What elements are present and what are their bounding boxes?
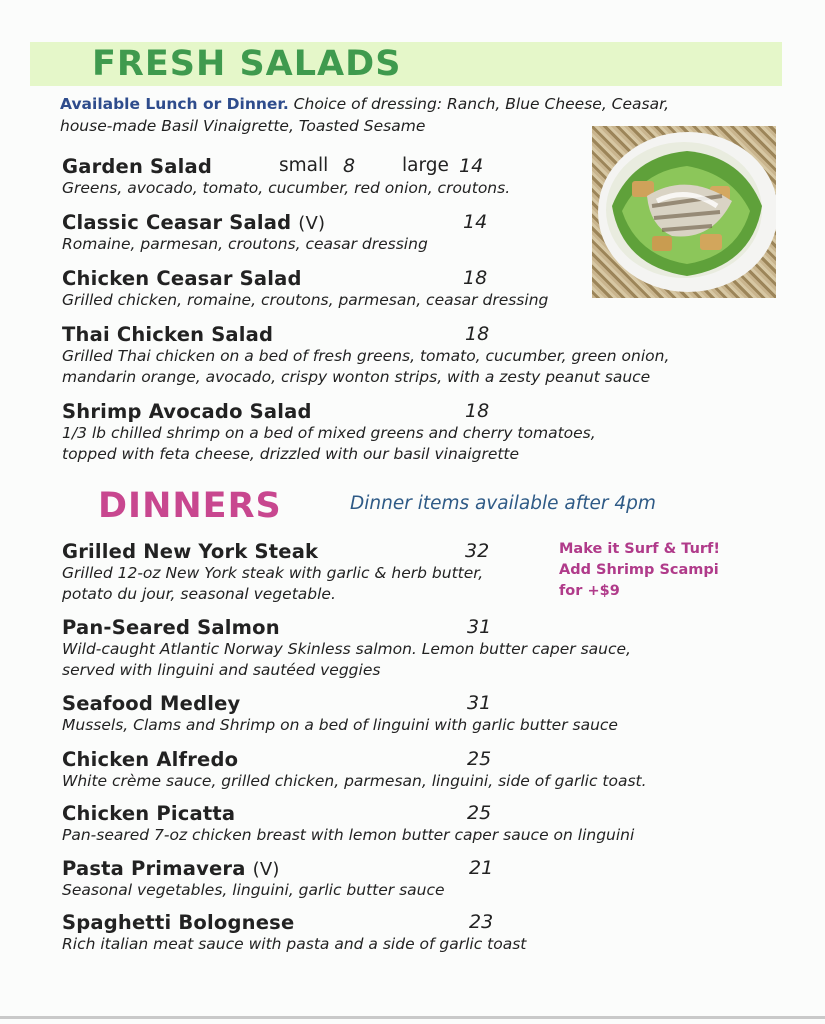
surf-turf-line-3: for +$9 xyxy=(559,583,620,599)
size-small-label: small xyxy=(279,155,329,176)
item-description: Grilled chicken, romaine, croutons, parmesan, ceasar dressing xyxy=(62,291,549,309)
item-name xyxy=(62,211,325,234)
item-description-line-1: 1/3 lb chilled shrimp on a bed of mixed greens and cherry tomatoes, xyxy=(62,424,596,442)
item-name-text: Pasta Primavera xyxy=(62,857,246,880)
item-name: Spaghetti Bolognese xyxy=(62,911,295,934)
dinners-section-title: DINNERS xyxy=(98,486,282,526)
item-description-line-2: topped with feta cheese, drizzled with our basil vinaigrette xyxy=(62,445,520,463)
dinner-availability-note: Dinner items available after 4pm xyxy=(350,493,656,514)
item-price: 18 xyxy=(465,323,490,345)
item-description-line-2: potato du jour, seasonal vegetable. xyxy=(62,585,336,603)
surf-turf-promo xyxy=(559,539,720,602)
item-description: Rich italian meat sauce with pasta and a side of garlic toast xyxy=(62,935,527,953)
item-price: 18 xyxy=(463,267,488,289)
item-name: Pan-Seared Salmon xyxy=(62,616,280,639)
vegetarian-tag: (V) xyxy=(252,859,280,880)
intro-availability: Available Lunch or Dinner. xyxy=(60,95,289,113)
salad-plate-illustration xyxy=(592,126,776,298)
intro-dressing-line-1: Choice of dressing: Ranch, Blue Cheese, Ceasar, xyxy=(288,95,669,113)
item-name: Chicken Ceasar Salad xyxy=(62,267,302,290)
item-price: 31 xyxy=(467,692,492,714)
item-name: Shrimp Avocado Salad xyxy=(62,400,312,423)
item-name: Chicken Alfredo xyxy=(62,748,239,771)
item-description: Romaine, parmesan, croutons, ceasar dressing xyxy=(62,235,428,253)
item-name: Chicken Picatta xyxy=(62,802,236,825)
price-large: 14 xyxy=(459,155,484,177)
salads-intro xyxy=(60,93,669,137)
item-price: 21 xyxy=(469,857,494,879)
item-name: Thai Chicken Salad xyxy=(62,323,274,346)
item-name-text: Classic Ceasar Salad xyxy=(62,211,292,234)
caesar-salad-photo xyxy=(592,126,776,298)
surf-turf-line-1: Make it Surf & Turf! xyxy=(559,541,720,557)
item-price: 23 xyxy=(469,911,494,933)
item-name: Garden Salad xyxy=(62,155,213,178)
item-description-line-1: Grilled Thai chicken on a bed of fresh greens, tomato, cucumber, green onion, xyxy=(62,347,670,365)
intro-dressing-line-2: house-made Basil Vinaigrette, Toasted Sesame xyxy=(60,117,426,135)
price-small: 8 xyxy=(343,155,356,177)
item-price: 25 xyxy=(467,748,492,770)
item-description: Greens, avocado, tomato, cucumber, red onion, croutons. xyxy=(62,179,511,197)
item-price: 14 xyxy=(463,211,488,233)
item-price: 31 xyxy=(467,616,492,638)
item-description-line-2: served with linguini and sautéed veggies xyxy=(62,661,381,679)
item-description: Seasonal vegetables, linguini, garlic butter sauce xyxy=(62,881,445,899)
item-price: 32 xyxy=(465,540,490,562)
page-bottom-rule xyxy=(0,1016,825,1019)
item-price: 18 xyxy=(465,400,490,422)
item-price: 25 xyxy=(467,802,492,824)
item-description-line-1: Wild-caught Atlantic Norway Skinless salmon. Lemon butter caper sauce, xyxy=(62,640,631,658)
item-description: White crème sauce, grilled chicken, parmesan, linguini, side of garlic toast. xyxy=(62,772,647,790)
item-description-line-1: Grilled 12-oz New York steak with garlic & herb butter, xyxy=(62,564,484,582)
item-name: Grilled New York Steak xyxy=(62,540,319,563)
vegetarian-tag: (V) xyxy=(298,213,326,234)
item-description: Pan-seared 7-oz chicken breast with lemon butter caper sauce on linguini xyxy=(62,826,635,844)
surf-turf-line-2: Add Shrimp Scampi xyxy=(559,562,719,578)
size-large-label: large xyxy=(402,155,449,176)
item-description-line-2: mandarin orange, avocado, crispy wonton strips, with a zesty peanut sauce xyxy=(62,368,651,386)
item-name: Seafood Medley xyxy=(62,692,241,715)
item-name xyxy=(62,857,280,880)
item-description: Mussels, Clams and Shrimp on a bed of linguini with garlic butter sauce xyxy=(62,716,618,734)
salads-section-title: FRESH SALADS xyxy=(92,44,402,84)
